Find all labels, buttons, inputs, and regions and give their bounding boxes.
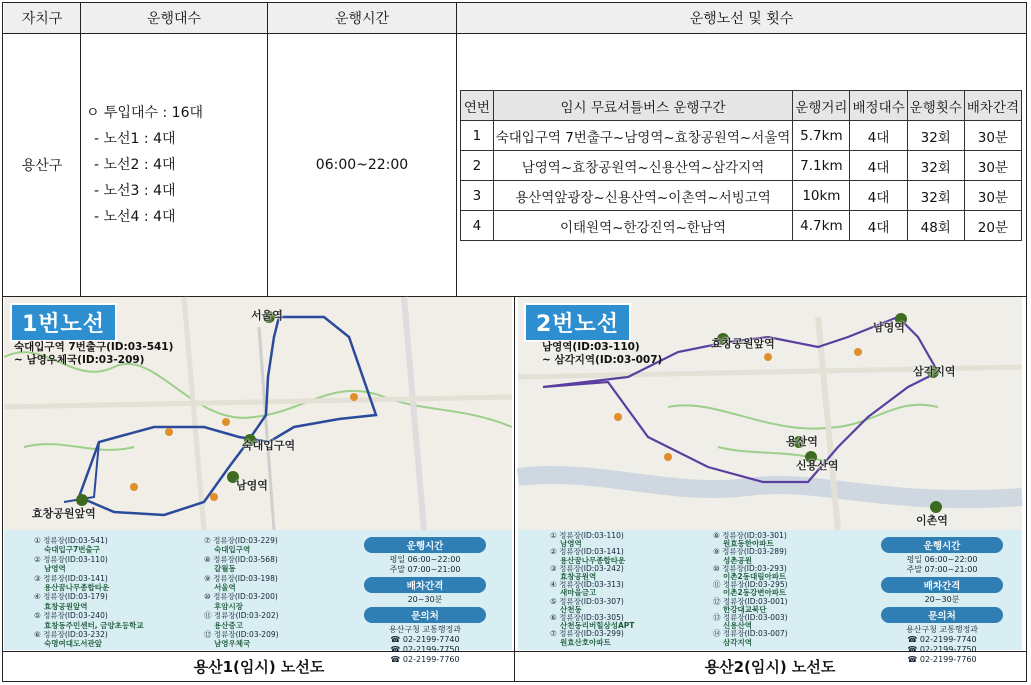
weekday-hours: 평일 06:00~22:00 — [906, 555, 978, 564]
th-buses: 배정대수 — [850, 91, 907, 121]
stop-id: ⑧ 정류장(ID:03-301) — [713, 531, 787, 540]
stop-id: ⑨ 정류장(ID:03-198) — [204, 573, 278, 583]
stop-name: 숙명여대도서관앞 — [44, 639, 102, 649]
stop-name: 삼각지역 — [723, 637, 752, 647]
stop-id: ⑦ 정류장(ID:03-229) — [204, 536, 278, 545]
district-name: 용산구 — [21, 158, 63, 174]
contact-phone: ☎ 02-2199-7740 — [390, 635, 460, 644]
cell-distance: 7.1km — [793, 151, 850, 181]
stop-name: 용산중고 — [214, 620, 243, 630]
cell-interval: 30분 — [964, 121, 1021, 151]
stop-name: 이촌2동대림아파트 — [723, 572, 787, 582]
stop-id: ② 정류장(ID:03-110) — [34, 554, 108, 564]
cell-section: 용산역앞광장~신용산역~이촌역~서빙고역 — [493, 181, 793, 211]
contact-phone: ☎ 02-2199-7750 — [907, 645, 977, 654]
stop-name: 용산꿈나무종합타운 — [560, 555, 626, 565]
stop-id: ⑩ 정류장(ID:03-200) — [204, 592, 278, 602]
info-panel — [518, 530, 1022, 664]
cell-section: 이태원역~한강진역~한남역 — [493, 211, 793, 241]
weekend-hours: 주말 07:00~21:00 — [906, 565, 978, 574]
stop-name: 남영우체국 — [214, 639, 251, 649]
station-label: 삼각지역 — [913, 365, 956, 378]
stop-name: 산천동 — [560, 604, 582, 614]
stop-name: 남영역 — [560, 539, 582, 549]
header-hours: 운행시간 — [268, 3, 456, 33]
contact-title: 문의처 — [881, 607, 1003, 623]
route-table-header — [461, 91, 1022, 121]
contact-phone: ☎ 02-2199-7740 — [907, 635, 977, 644]
cell-buses: 4대 — [850, 151, 907, 181]
cell-no: 3 — [461, 181, 494, 211]
cell-section: 숙대입구역 7번출구~남영역~효창공원역~서울역 — [493, 121, 793, 151]
stop-name: 효창공원앞역 — [44, 601, 88, 611]
contact-phone: ☎ 02-2199-7760 — [390, 655, 460, 664]
stop-list-right — [713, 532, 788, 647]
cell-buses: 4대 — [850, 121, 907, 151]
stop-id: ③ 정류장(ID:03-242) — [550, 563, 624, 573]
divider — [3, 33, 1026, 34]
contact-title: 문의처 — [364, 607, 486, 623]
weekday-hours: 평일 06:00~22:00 — [389, 555, 461, 564]
bus-line: - 노선4 : 4대 — [94, 209, 176, 225]
stop-id: ⑫ 정류장(ID:03-209) — [204, 630, 279, 640]
route-map-2 — [518, 297, 1022, 664]
cell-distance: 10km — [793, 181, 850, 211]
cell-interval: 30분 — [964, 151, 1021, 181]
route-badge: 1번노선 — [10, 303, 117, 342]
th-section: 임시 무료셔틀버스 운행구간 — [493, 91, 793, 121]
contact-phone: ☎ 02-2199-7750 — [390, 645, 460, 654]
stop-id: ⑩ 정류장(ID:03-293) — [713, 563, 787, 573]
stop-id: ⑤ 정류장(ID:03-307) — [550, 596, 624, 606]
header-routes: 운행노선 및 횟수 — [457, 3, 1026, 33]
stop-id: ⑭ 정류장(ID:03-007) — [713, 629, 788, 639]
route-table — [460, 90, 1022, 241]
station-label: 남영역 — [873, 321, 905, 334]
operating-hours: 06:00~22:00 — [315, 157, 409, 173]
th-no: 연번 — [461, 91, 494, 121]
cell-trips: 32회 — [907, 181, 964, 211]
interval-title: 배차간격 — [364, 577, 486, 593]
stop-id: ⑦ 정류장(ID:03-299) — [550, 629, 624, 639]
stop-name: 이촌2동강변아파트 — [723, 588, 787, 598]
stop-name: 숙대입구7번출구 — [44, 545, 100, 555]
station-label: 효창공원앞역 — [32, 507, 96, 520]
stop-name: 원효동한아파트 — [723, 539, 774, 549]
station-label: 신용산역 — [796, 459, 839, 472]
route-subtitle: 숙대입구역 7번출구(ID:03-541) ~ 남영우체국(ID:03-209) — [14, 341, 174, 366]
route-map-1 — [4, 297, 512, 664]
stop-list-right — [204, 536, 279, 649]
stop-name: 신용산역 — [723, 621, 752, 631]
hours-title: 운행시간 — [881, 537, 1003, 553]
stop-list-left — [34, 536, 144, 649]
stop-id: ② 정류장(ID:03-141) — [550, 547, 624, 557]
table-row — [461, 181, 1022, 211]
hours-title: 운행시간 — [364, 537, 486, 553]
station-label: 이촌역 — [916, 514, 948, 527]
stop-list-left — [550, 532, 634, 647]
station-label: 남영역 — [236, 479, 268, 492]
bus-count-list — [86, 100, 203, 230]
stop-name: 후암시장 — [214, 601, 243, 611]
station-label: 효창공원앞역 — [711, 337, 775, 350]
divider — [80, 3, 81, 296]
cell-buses: 4대 — [850, 181, 907, 211]
header-bus-count: 운행대수 — [81, 3, 267, 33]
stop-id: ⑤ 정류장(ID:03-240) — [34, 611, 108, 621]
cell-no: 1 — [461, 121, 494, 151]
divider — [514, 296, 515, 681]
stop-id: ⑫ 정류장(ID:03-001) — [713, 596, 788, 606]
stop-id: ⑥ 정류장(ID:03-305) — [550, 613, 624, 623]
weekend-hours: 주말 07:00~21:00 — [389, 565, 461, 574]
stop-name: 효창동주민센터, 금양초등학교 — [44, 620, 144, 630]
bus-line: - 노선1 : 4대 — [94, 131, 176, 147]
th-distance: 운행거리 — [793, 91, 850, 121]
stop-id: ⑨ 정류장(ID:03-289) — [713, 547, 787, 557]
station-label: 숙대입구역 — [242, 439, 296, 452]
stop-id: ① 정류장(ID:03-110) — [550, 531, 624, 540]
stop-name: 용산꿈나무종합타운 — [44, 583, 110, 593]
bus-line: - 노선2 : 4대 — [94, 157, 176, 173]
stop-name: 갈월동 — [214, 564, 236, 574]
service-info — [356, 535, 494, 665]
bus-total: ㅇ 투입대수 : 16대 — [86, 105, 204, 121]
cell-no: 4 — [461, 211, 494, 241]
stop-name: 새마을금고 — [560, 588, 597, 598]
stop-name: 남영역 — [44, 564, 66, 574]
stop-name: 숙대입구역 — [214, 545, 251, 555]
station-label: 용산역 — [786, 435, 818, 448]
cell-section: 남영역~효창공원역~신용산역~삼각지역 — [493, 151, 793, 181]
route-subtitle: 남영역(ID:03-110) ~ 삼각지역(ID:03-007) — [542, 341, 663, 366]
th-trips: 운행횟수 — [907, 91, 964, 121]
cell-distance: 4.7km — [793, 211, 850, 241]
stop-id: ⑪ 정류장(ID:03-202) — [204, 611, 279, 621]
bus-line: - 노선3 : 4대 — [94, 183, 176, 199]
interval-value: 20~30분 — [924, 595, 960, 604]
cell-trips: 32회 — [907, 151, 964, 181]
stop-id: ⑬ 정류장(ID:03-003) — [713, 613, 788, 623]
station-label: 서울역 — [251, 309, 283, 322]
cell-interval: 30분 — [964, 181, 1021, 211]
stop-name: 산천동리버힐삼성APT — [560, 621, 635, 631]
map-1-caption: 용산1(임시) 노선도 — [193, 658, 325, 676]
stop-name: 원효산호아파트 — [560, 637, 611, 647]
stop-id: ① 정류장(ID:03-541) — [34, 536, 108, 545]
stop-name: 서울역 — [214, 583, 236, 593]
contact-org: 용산구청 교통행정과 — [905, 625, 979, 634]
stop-name: 성촌공원 — [723, 555, 752, 565]
cell-no: 2 — [461, 151, 494, 181]
interval-value: 20~30분 — [407, 595, 443, 604]
cell-trips: 32회 — [907, 121, 964, 151]
divider — [456, 3, 457, 296]
stop-id: ⑥ 정류장(ID:03-232) — [34, 630, 108, 640]
info-panel — [4, 530, 512, 664]
stop-id: ③ 정류장(ID:03-141) — [34, 573, 108, 583]
contact-org: 용산구청 교통행정과 — [388, 625, 462, 634]
cell-distance: 5.7km — [793, 121, 850, 151]
stop-id: ④ 정류장(ID:03-313) — [550, 580, 624, 590]
table-row — [461, 211, 1022, 241]
stop-id: ⑧ 정류장(ID:03-568) — [204, 554, 278, 564]
map-2-caption: 용산2(임시) 노선도 — [704, 658, 836, 676]
header-district: 자치구 — [4, 3, 80, 33]
stop-name: 한강대교북단 — [723, 604, 767, 614]
cell-interval: 20분 — [964, 211, 1021, 241]
cell-trips: 48회 — [907, 211, 964, 241]
cell-buses: 4대 — [850, 211, 907, 241]
stop-name: 효창공원역 — [560, 572, 597, 582]
stop-id: ⑪ 정류장(ID:03-295) — [713, 580, 788, 590]
th-interval: 배차간격 — [964, 91, 1021, 121]
table-row — [461, 151, 1022, 181]
stop-id: ④ 정류장(ID:03-179) — [34, 592, 108, 602]
service-info — [873, 535, 1011, 665]
interval-title: 배차간격 — [881, 577, 1003, 593]
contact-phone: ☎ 02-2199-7760 — [907, 655, 977, 664]
table-row — [461, 121, 1022, 151]
route-badge: 2번노선 — [524, 303, 631, 342]
